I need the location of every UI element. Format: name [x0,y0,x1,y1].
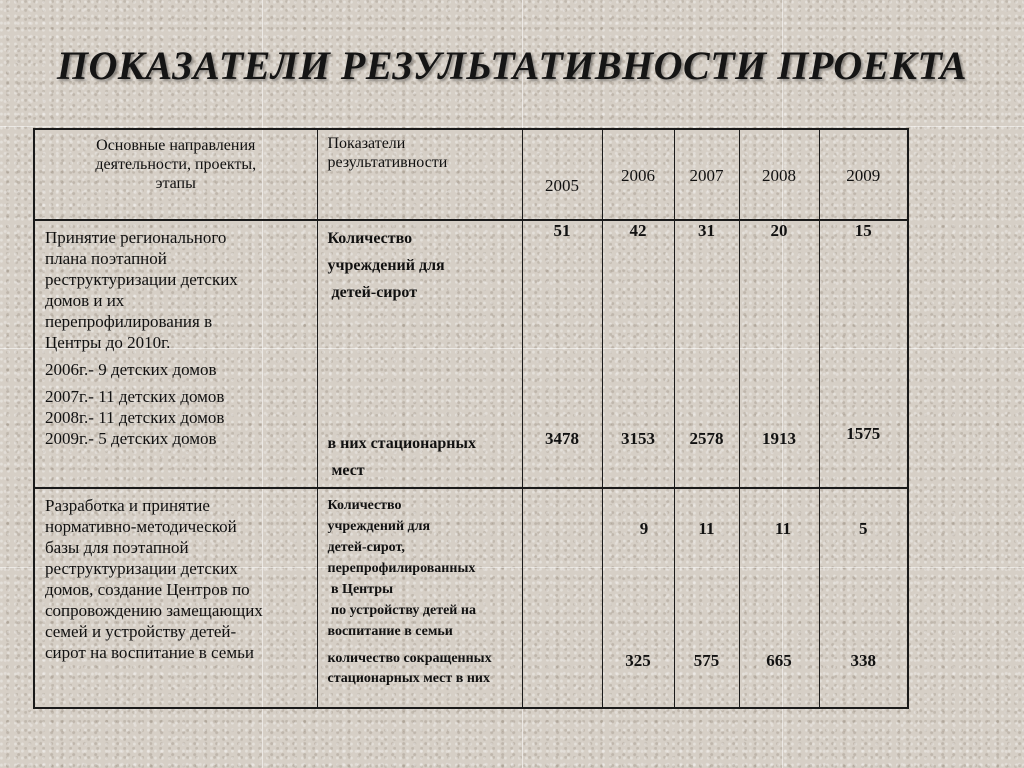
value: 5 [859,519,868,538]
description-line: плана поэтапной [45,249,167,268]
stage-line: 2008г.- 11 детских домов [45,408,225,427]
indicator-line: детей-сирот [327,284,418,301]
value: 665 [766,651,792,670]
value: 2578 [689,429,724,448]
value-cell [522,220,602,488]
value-cell [819,220,908,488]
indicator-line: перепрофилированных [327,561,476,576]
value: 575 [693,651,720,670]
description-line: Разработка и принятие [45,496,210,515]
year-label: 2008 [762,166,796,185]
row-description [34,220,317,488]
year-label: 2007 [689,166,724,185]
header-year [739,129,819,220]
description-line: сирот на воспитание в семьи [45,643,254,662]
description-line: домов, создание Центров по [45,580,250,599]
description-line: семей и устройству детей- [45,622,237,641]
table-row [34,488,908,708]
year-label: 2006 [621,166,655,185]
header-directions [34,129,317,220]
description-line: сопровождению замещающих [45,601,263,620]
value: 338 [850,651,876,670]
value: 11 [698,519,715,538]
year-label: 2009 [846,166,881,185]
value: 9 [639,519,649,538]
header-year [602,129,674,220]
value: 1575 [846,424,881,443]
indicator-line: количество сокращенных [327,651,492,666]
description-line: реструктуризации детских [45,270,238,289]
header-year [819,129,908,220]
value: 42 [629,221,647,240]
row-indicators [317,488,522,708]
value: 15 [854,221,872,240]
value-cell [674,220,739,488]
value-cell [739,220,819,488]
description-line: Принятие регионального [45,228,227,247]
header-indicators [317,129,522,220]
indicator-line: в них стационарных [327,435,476,452]
indicator-line: учреждений для [327,257,445,274]
value-cell [522,488,602,708]
description-line: домов и их [45,291,125,310]
year-label: 2005 [545,176,579,195]
header-year [522,129,602,220]
stage-line: 2009г.- 5 детских домов [45,429,217,448]
value-cell [819,488,908,708]
description-line: Центры до 2010г. [45,333,171,352]
description-line: перепрофилирования в [45,312,213,331]
stage-line: 2006г.- 9 детских домов [45,360,217,379]
page-title: ПОКАЗАТЕЛИ РЕЗУЛЬТАТИВНОСТИ ПРОЕКТА [56,43,968,88]
value: 11 [774,519,792,538]
value: 51 [553,221,571,240]
value: 3153 [621,429,655,448]
description-line: реструктуризации детских [45,559,238,578]
header-line: этапы [155,175,196,192]
indicator-line: Количество [327,498,402,513]
indicator-line: детей-сирот, [327,540,405,555]
row-indicators [317,220,522,488]
description-line: нормативно-методической [45,517,237,536]
table-row [34,220,908,488]
header-line: деятельности, проекты, [95,156,257,173]
header-year [674,129,739,220]
indicator-line: мест [327,462,365,479]
indicator-line: учреждений для [327,519,431,534]
value: 325 [625,651,651,670]
table-header-row [34,129,908,220]
header-line: Основные направления [96,137,256,154]
indicator-line: в Центры [327,582,393,597]
description-line: базы для поэтапной [45,538,189,557]
value: 3478 [545,429,579,448]
stage-line: 2007г.- 11 детских домов [45,387,225,406]
value: 20 [770,221,788,240]
value-cell [739,488,819,708]
header-line: Показатели [327,135,406,152]
value-cell [674,488,739,708]
value: 31 [698,221,715,240]
indicator-line: по устройству детей на [327,603,476,618]
background-line [0,126,1024,127]
indicator-line: стационарных мест в них [327,671,490,686]
indicator-line: воспитание в семьи [327,624,453,639]
indicator-line: Количество [327,230,413,247]
row-description [34,488,317,708]
value-cell [602,488,674,708]
header-line: результативности [327,154,448,171]
results-table [33,128,909,709]
value-cell [602,220,674,488]
value: 1913 [762,429,796,448]
